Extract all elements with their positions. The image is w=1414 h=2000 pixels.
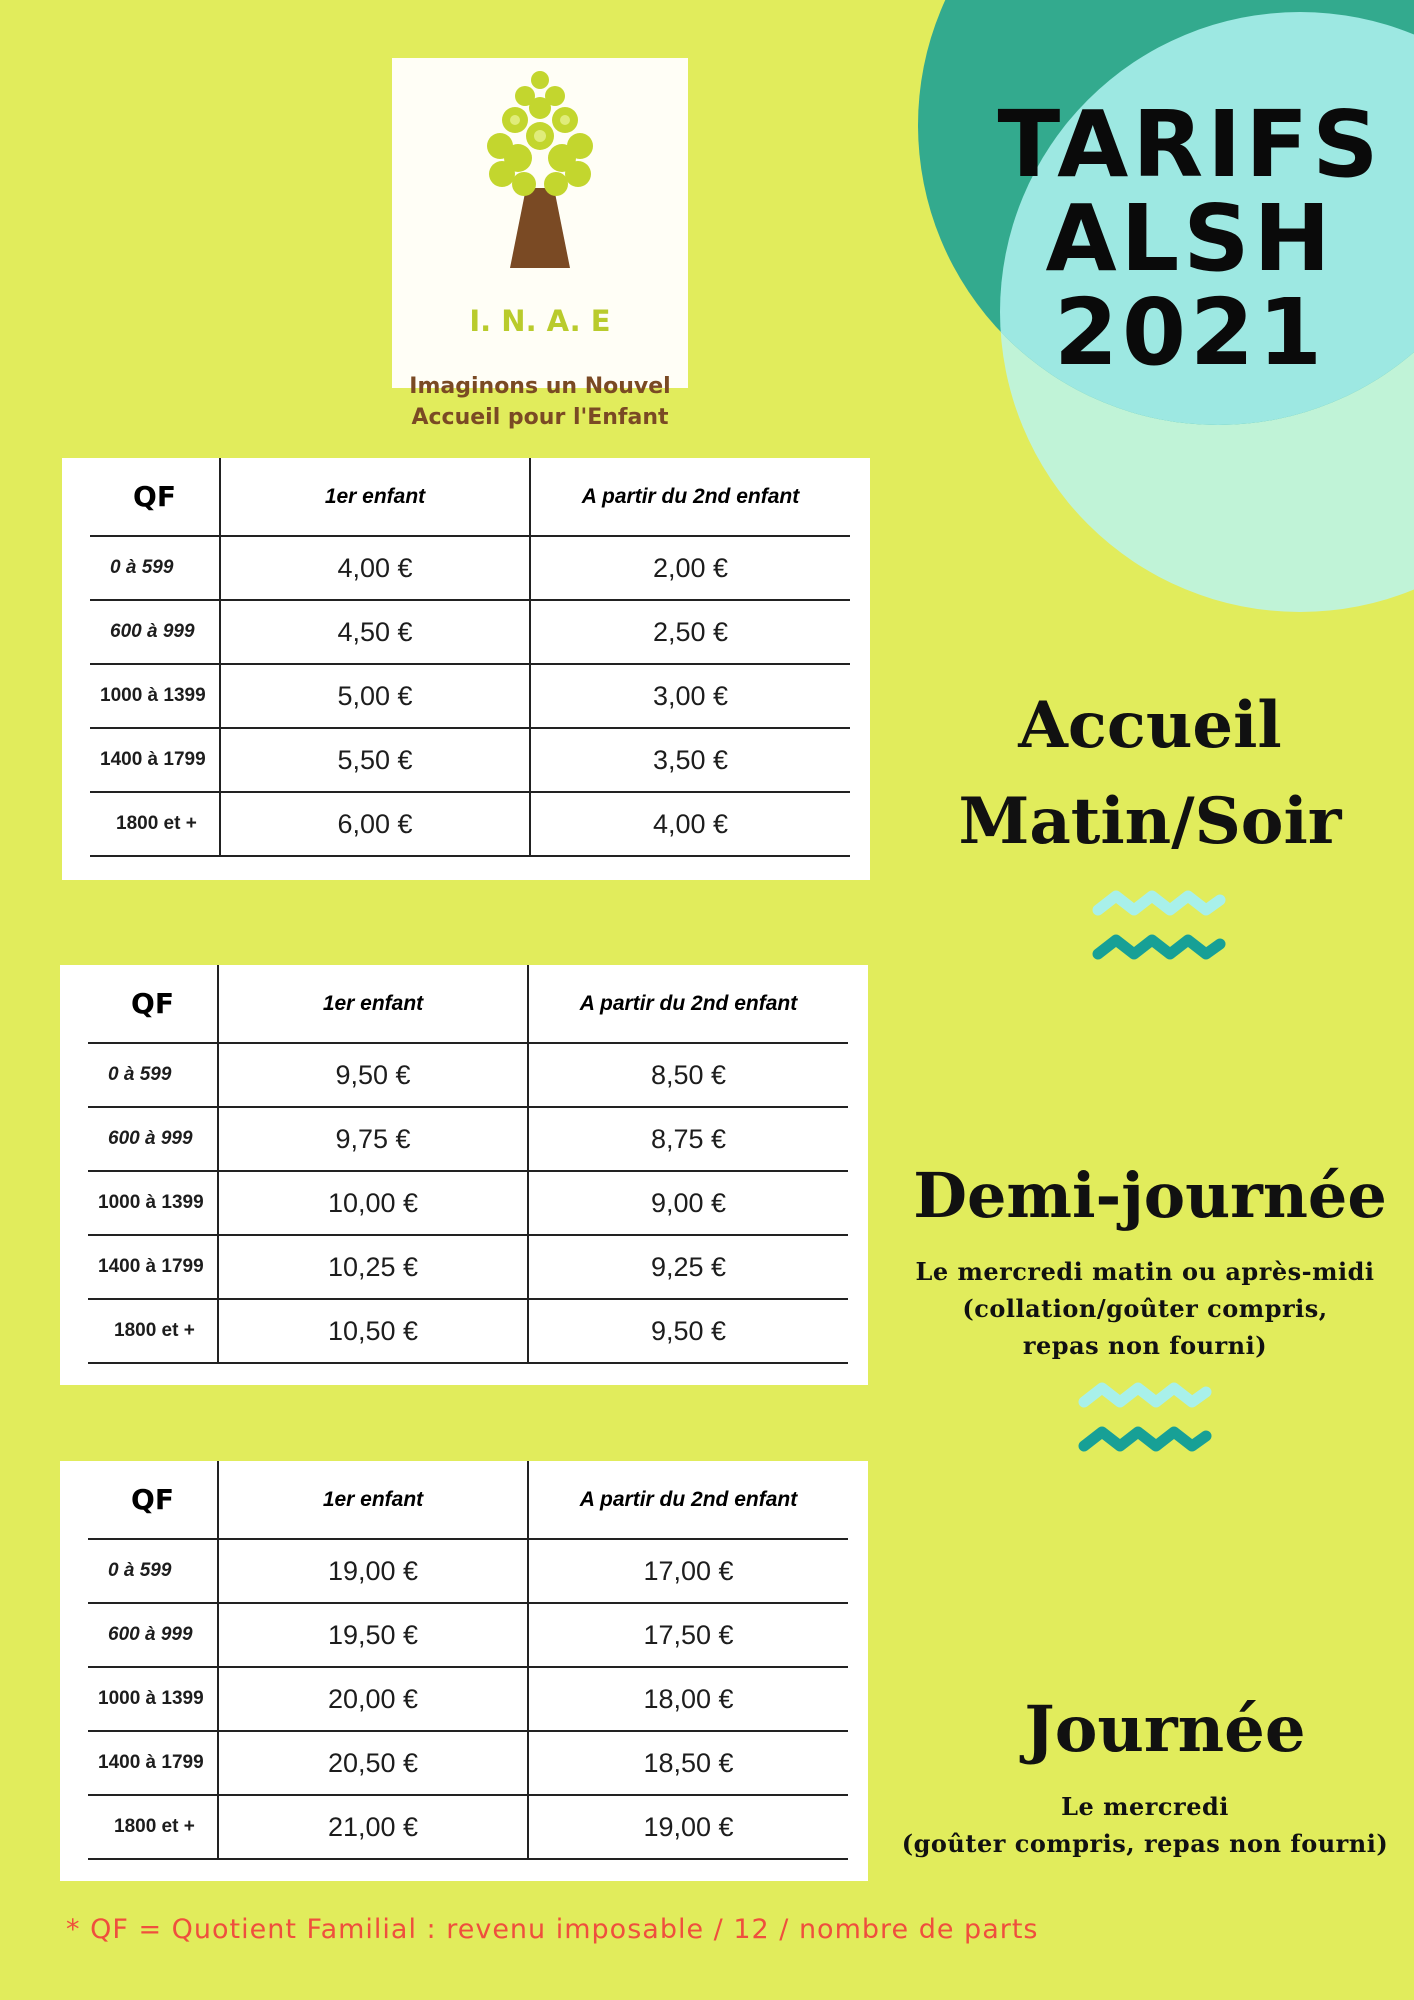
qf-range: 1800 et + xyxy=(88,1299,218,1363)
table-row xyxy=(90,600,850,664)
price-from-second: 17,50 € xyxy=(528,1603,848,1667)
price-table-journee xyxy=(60,1461,868,1881)
header-qf: QF xyxy=(88,965,218,1043)
header-qf: QF xyxy=(88,1461,218,1539)
price-from-second: 19,00 € xyxy=(528,1795,848,1859)
price-from-second: 18,00 € xyxy=(528,1667,848,1731)
table-row xyxy=(90,728,850,792)
footnote: * QF = Quotient Familial : revenu imposable / 12 / nombre de parts xyxy=(66,1914,1039,1945)
price-from-second: 3,00 € xyxy=(530,664,850,728)
qf-range: 1000 à 1399 xyxy=(90,664,220,728)
qf-range: 1000 à 1399 xyxy=(88,1171,218,1235)
table-row xyxy=(88,1171,848,1235)
price-first-child: 10,50 € xyxy=(218,1299,528,1363)
section-desc-demi-journee xyxy=(880,1253,1410,1364)
logo-brand: I. N. A. E xyxy=(469,304,611,338)
price-first-child: 20,50 € xyxy=(218,1731,528,1795)
wave-divider-icon xyxy=(1078,1380,1212,1460)
qf-range: 1800 et + xyxy=(88,1795,218,1859)
qf-range: 1400 à 1799 xyxy=(88,1235,218,1299)
logo-tagline-line-1: Imaginons un Nouvel xyxy=(409,374,671,399)
table-row xyxy=(90,792,850,856)
price-from-second: 17,00 € xyxy=(528,1539,848,1603)
table-row xyxy=(90,536,850,600)
qf-range: 1400 à 1799 xyxy=(90,728,220,792)
qf-range: 600 à 999 xyxy=(88,1107,218,1171)
logo xyxy=(392,58,688,430)
table-row xyxy=(88,1731,848,1795)
price-from-second: 2,50 € xyxy=(530,600,850,664)
price-first-child: 19,50 € xyxy=(218,1603,528,1667)
logo-tagline xyxy=(392,371,688,433)
table-row xyxy=(88,1795,848,1859)
price-table-demi-journee xyxy=(60,965,868,1385)
qf-range: 1400 à 1799 xyxy=(88,1731,218,1795)
price-first-child: 5,00 € xyxy=(220,664,530,728)
qf-range: 0 à 599 xyxy=(90,536,220,600)
section-title-accueil xyxy=(900,678,1400,870)
logo-tagline-line-2: Accueil pour l'Enfant xyxy=(411,405,669,430)
table-row xyxy=(88,1667,848,1731)
price-first-child: 10,25 € xyxy=(218,1235,528,1299)
table-row xyxy=(88,1539,848,1603)
header-first-child: 1er enfant xyxy=(220,458,530,536)
price-from-second: 9,25 € xyxy=(528,1235,848,1299)
qf-range: 1000 à 1399 xyxy=(88,1667,218,1731)
title-line-3: 2021 xyxy=(1053,279,1327,386)
section-title-journee: Journée xyxy=(1024,1692,1306,1767)
price-first-child: 6,00 € xyxy=(220,792,530,856)
header-from-second: A partir du 2nd enfant xyxy=(528,965,848,1043)
table-row xyxy=(88,1235,848,1299)
section-title-demi-journee: Demi-journée xyxy=(913,1159,1387,1232)
qf-range: 0 à 599 xyxy=(88,1539,218,1603)
desc-line-2: (collation/goûter compris, xyxy=(962,1294,1328,1323)
tree-icon xyxy=(392,58,688,298)
title-line-1: TARIFS xyxy=(997,91,1383,198)
price-from-second: 3,50 € xyxy=(530,728,850,792)
price-from-second: 8,50 € xyxy=(528,1043,848,1107)
table-row xyxy=(88,1107,848,1171)
desc-line-3: repas non fourni) xyxy=(1022,1331,1268,1360)
price-first-child: 4,50 € xyxy=(220,600,530,664)
price-first-child: 21,00 € xyxy=(218,1795,528,1859)
price-first-child: 20,00 € xyxy=(218,1667,528,1731)
price-from-second: 9,50 € xyxy=(528,1299,848,1363)
price-first-child: 4,00 € xyxy=(220,536,530,600)
qf-range: 0 à 599 xyxy=(88,1043,218,1107)
price-first-child: 9,75 € xyxy=(218,1107,528,1171)
price-first-child: 5,50 € xyxy=(220,728,530,792)
price-first-child: 19,00 € xyxy=(218,1539,528,1603)
price-from-second: 4,00 € xyxy=(530,792,850,856)
desc-line-1: Le mercredi matin ou après-midi xyxy=(915,1257,1375,1286)
section-desc-journee xyxy=(880,1788,1410,1862)
price-from-second: 9,00 € xyxy=(528,1171,848,1235)
table-row xyxy=(90,664,850,728)
desc-line-1: Le mercredi xyxy=(1061,1792,1229,1821)
price-from-second: 18,50 € xyxy=(528,1731,848,1795)
table-row xyxy=(88,1043,848,1107)
table-row xyxy=(88,1603,848,1667)
title-line-2: ALSH xyxy=(1045,185,1335,292)
header-qf: QF xyxy=(90,458,220,536)
desc-line-2: (goûter compris, repas non fourni) xyxy=(901,1829,1389,1858)
header-first-child: 1er enfant xyxy=(218,1461,528,1539)
page-title xyxy=(980,91,1400,386)
header-first-child: 1er enfant xyxy=(218,965,528,1043)
price-from-second: 2,00 € xyxy=(530,536,850,600)
qf-range: 600 à 999 xyxy=(90,600,220,664)
section-title-line-1: Accueil xyxy=(1018,688,1282,763)
wave-divider-icon xyxy=(1092,888,1226,968)
price-from-second: 8,75 € xyxy=(528,1107,848,1171)
section-title-line-2: Matin/Soir xyxy=(958,784,1342,859)
price-first-child: 9,50 € xyxy=(218,1043,528,1107)
qf-range: 1800 et + xyxy=(90,792,220,856)
qf-range: 600 à 999 xyxy=(88,1603,218,1667)
header-from-second: A partir du 2nd enfant xyxy=(530,458,850,536)
price-table-accueil xyxy=(62,458,870,880)
price-first-child: 10,00 € xyxy=(218,1171,528,1235)
header-from-second: A partir du 2nd enfant xyxy=(528,1461,848,1539)
table-row xyxy=(88,1299,848,1363)
